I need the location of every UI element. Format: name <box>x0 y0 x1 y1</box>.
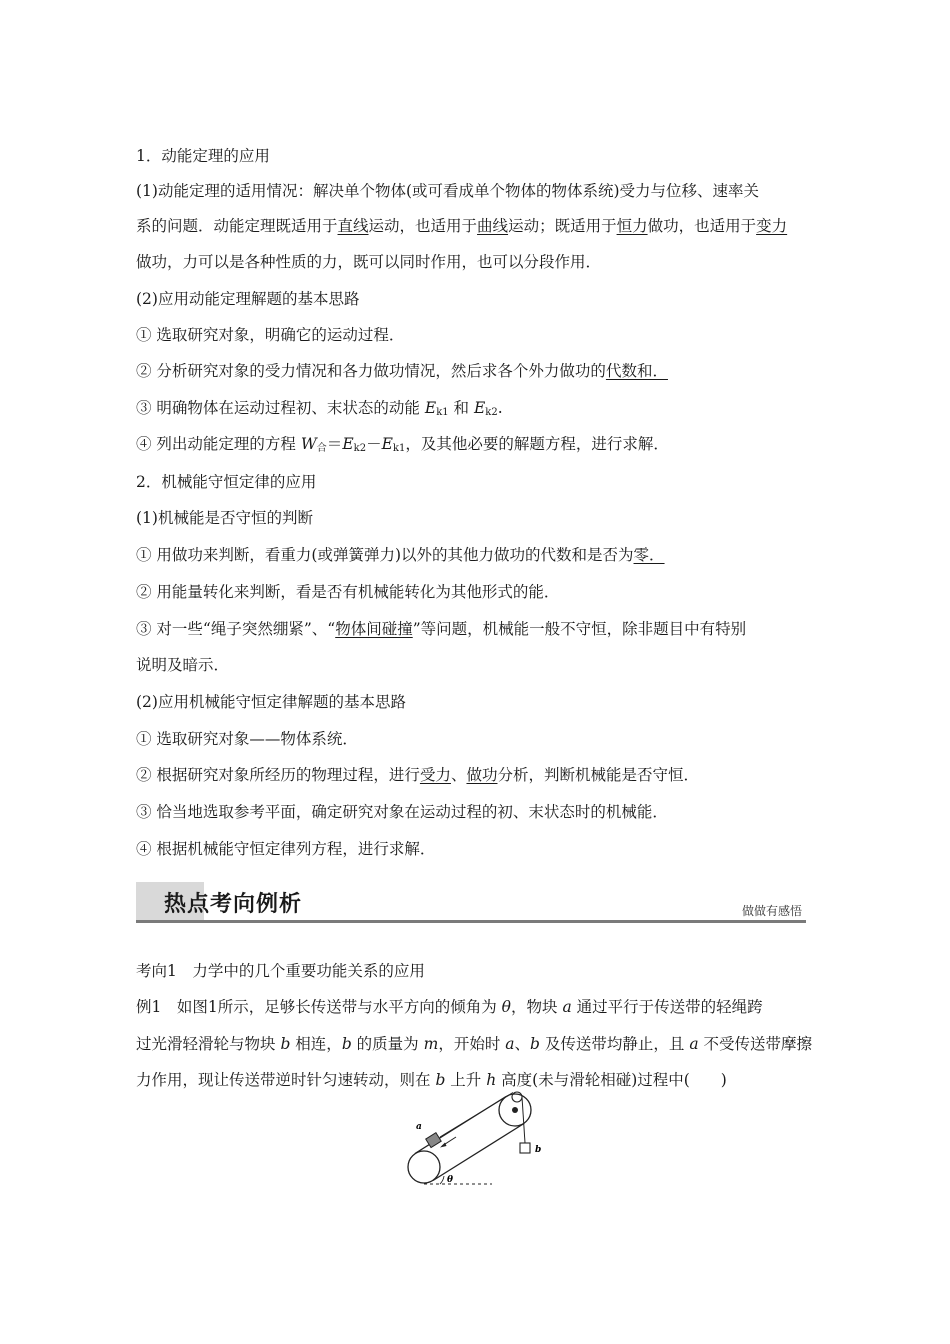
subheading: (1)机械能是否守恒的判断 <box>136 509 313 527</box>
banner-rule <box>136 920 806 923</box>
heading-kinetic-energy-theorem: 1．动能定理的应用 <box>136 147 270 165</box>
step-item: ② 分析研究对象的受力情况和各力做功情况，然后求各个外力做功的代数和． <box>136 362 668 380</box>
step-item: ③ 恰当地选取参考平面，确定研究对象在运动过程的初、末状态时的机械能． <box>136 803 668 821</box>
example-line: 力作用，现让传送带逆时针匀速转动，则在 b 上升 h 高度(未与滑轮相碰)过程中( ) <box>136 1071 727 1089</box>
underlined-term: 曲线 <box>477 217 509 235</box>
angle-arc <box>440 1176 444 1184</box>
pulley-axle <box>512 1107 518 1113</box>
lower-pulley <box>408 1151 440 1183</box>
step-item: ④ 根据机械能守恒定律列方程，进行求解． <box>136 840 436 858</box>
underlined-term: 变力 <box>756 217 788 235</box>
step-item: ② 根据研究对象所经历的物理过程，进行受力、做功分析，判断机械能是否守恒． <box>136 766 699 784</box>
belt-bottom <box>433 1124 524 1181</box>
underlined-term: 零． <box>633 546 665 564</box>
subheading: (2)应用动能定理解题的基本思路 <box>136 290 360 308</box>
underlined-term: 物体间碰撞 <box>335 620 413 638</box>
section-banner <box>136 882 806 922</box>
conveyor-diagram <box>400 1088 560 1198</box>
conveyor-belt-figure <box>400 1088 560 1198</box>
subheading: (2)应用机械能守恒定律解题的基本思路 <box>136 693 406 711</box>
step-item: ④ 列出动能定理的方程 $W_合=E_{k2}-E_{k1}$，及其他必要的解题方程，进行求解． <box>136 435 669 454</box>
underlined-term: 做功 <box>466 766 498 784</box>
label-b: b <box>535 1145 542 1155</box>
step-item: ① 选取研究对象——物体系统． <box>136 730 358 748</box>
block-b <box>520 1143 530 1153</box>
paragraph-line: 说明及暗示． <box>136 656 230 674</box>
example-line: 过光滑轻滑轮与物块 b 相连，b 的质量为 m，开始时 a、b 及传送带均静止，且 a 不受传送带摩擦 <box>136 1035 812 1053</box>
step-item: ③ 对一些“绳子突然绷紧”、“物体间碰撞”等问题，机械能一般不守恒，除非题目中有特别 <box>136 620 747 638</box>
label-theta: θ <box>447 1175 454 1185</box>
underlined-term: 恒力 <box>616 217 648 235</box>
direction-heading: 考向1 力学中的几个重要功能关系的应用 <box>136 962 425 980</box>
rope-segment <box>440 1093 513 1138</box>
rope-vertical <box>522 1097 525 1143</box>
example-line: 例1 如图1所示，足够长传送带与水平方向的倾角为 θ，物块 a 通过平行于传送带的轻绳跨 <box>136 998 763 1016</box>
label-a: a <box>416 1122 422 1132</box>
paragraph-line: 做功，力可以是各种性质的力，既可以同时作用，也可以分段作用． <box>136 253 602 271</box>
paragraph-line: (1)动能定理的适用情况：解决单个物体(或可看成单个物体的物体系统)受力与位移、速率关 <box>136 182 760 200</box>
underlined-term: 直线 <box>337 217 369 235</box>
underlined-term: 代数和． <box>605 362 668 380</box>
step-item: ② 用能量转化来判断，看是否有机械能转化为其他形式的能． <box>136 583 560 601</box>
banner-tag: 做做有感悟 <box>741 904 802 918</box>
heading-mechanical-energy-conservation: 2．机械能守恒定律的应用 <box>136 473 317 491</box>
step-item: ③ 明确物体在运动过程初、末状态的动能 $E_{k1}$ 和 $E_{k2}$. <box>136 399 503 418</box>
step-item: ① 选取研究对象，明确它的运动过程． <box>136 326 405 344</box>
banner-title: 热点考向例析 <box>164 892 303 917</box>
paragraph-line: 系的问题．动能定理既适用于直线运动，也适用于曲线运动；既适用于恒力做功，也适用于变力 <box>136 217 788 235</box>
underlined-term: 受力 <box>419 766 451 784</box>
step-item: ① 用做功来判断，看重力(或弹簧弹力)以外的其他力做功的代数和是否为零． <box>136 546 665 564</box>
